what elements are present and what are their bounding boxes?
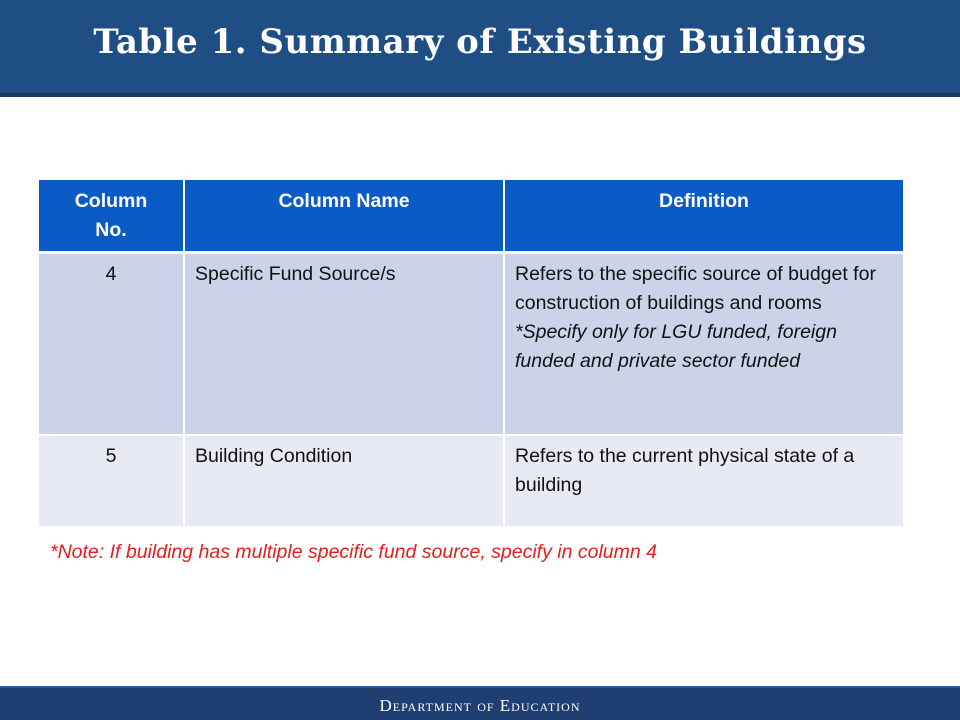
- row-column-number: 4: [39, 253, 184, 436]
- table-header-row: [39, 180, 903, 253]
- footer-band: [0, 686, 960, 720]
- slide-title: Table 1. Summary of Existing Buildings: [93, 22, 867, 62]
- row-column-name: Specific Fund Source/s: [184, 253, 504, 436]
- row-definition: Refers to the specific source of budget for construction of buildings and rooms: [515, 263, 876, 314]
- summary-table: [39, 180, 903, 528]
- row-column-name: Building Condition: [184, 435, 504, 527]
- column-header-definition: Definition: [504, 180, 903, 253]
- row-definition-cell: [504, 253, 903, 436]
- column-header-name: Column Name: [184, 180, 504, 253]
- table-row: [39, 435, 903, 527]
- column-header-number: Column No.: [39, 180, 184, 253]
- footnote: *Note: If building has multiple specific fund source, specify in column 4: [50, 541, 657, 563]
- row-definition-note: *Specify only for LGU funded, foreign funded and private sector funded: [515, 321, 837, 372]
- header-band: [0, 0, 960, 97]
- summary-table-container: [39, 180, 903, 528]
- table-row: [39, 253, 903, 436]
- row-column-number: 5: [39, 435, 184, 527]
- footer-label: Department of Education: [379, 696, 581, 715]
- row-definition: Refers to the current physical state of a building: [504, 435, 903, 527]
